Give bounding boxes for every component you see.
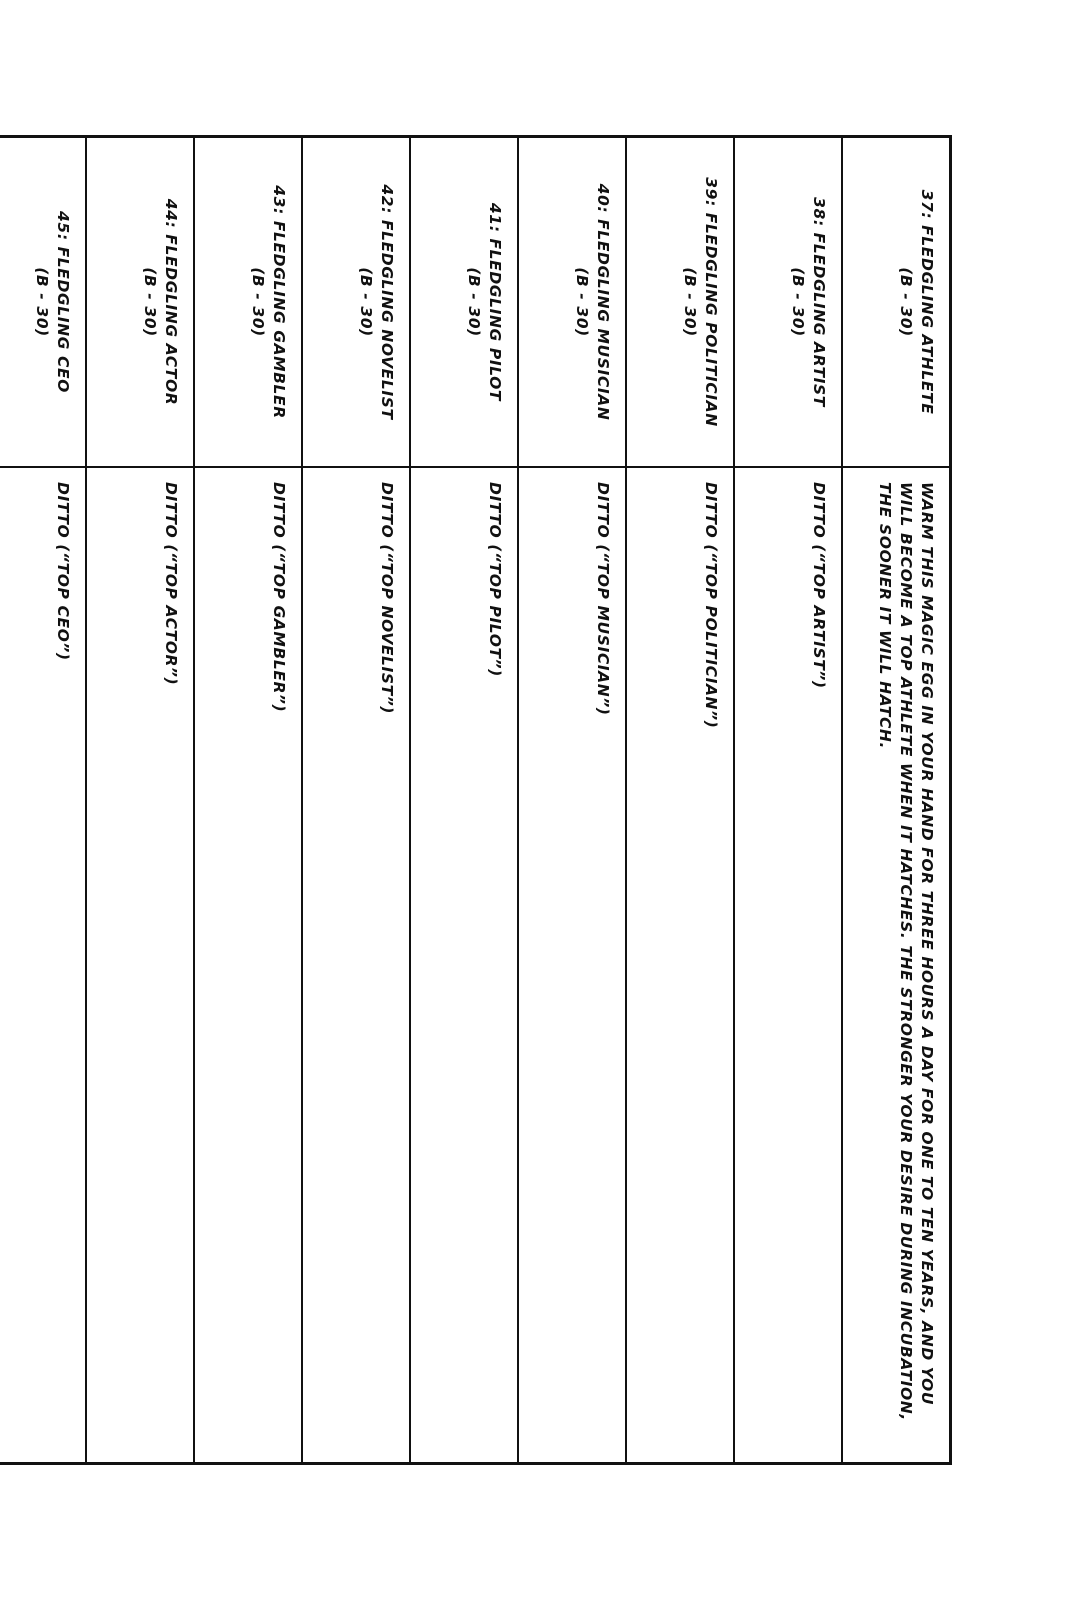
table-row bbox=[518, 137, 626, 1464]
item-description-cell: DITTO (“TOP CEO”) bbox=[0, 467, 86, 1464]
item-name-cell bbox=[302, 137, 410, 468]
table-row bbox=[842, 137, 951, 1464]
item-level-label: (B - 30) bbox=[789, 267, 808, 337]
item-description-cell: WARM THIS MAGIC EGG IN YOUR HAND FOR THREE HOURS A DAY FOR ONE TO TEN YEARS, AND YOU WILL BECOME A TOP ATHLETE WHEN IT HATCHES. THE STRONGER YOUR DESIRE DURING INCUBATION, THE SOONER IT WILL HATCH. bbox=[842, 467, 951, 1464]
item-level-label: (B - 30) bbox=[681, 267, 700, 337]
item-level-label: (B - 30) bbox=[249, 267, 268, 337]
item-level-label: (B - 30) bbox=[33, 267, 52, 337]
item-name-cell bbox=[842, 137, 951, 468]
item-name-label: 40: FLEDGLING MUSICIAN bbox=[594, 183, 612, 421]
item-name-label: 39: FLEDGLING POLITICIAN bbox=[702, 177, 720, 427]
table-row bbox=[86, 137, 194, 1464]
item-name-cell bbox=[734, 137, 842, 468]
item-name-label: 44: FLEDGLING ACTOR bbox=[162, 198, 180, 406]
rotated-content-wrapper bbox=[33, 135, 952, 1465]
item-description-cell: DITTO (“TOP NOVELIST”) bbox=[302, 467, 410, 1464]
item-name-cell bbox=[626, 137, 734, 468]
table-row bbox=[410, 137, 518, 1464]
item-name-label: 42: FLEDGLING NOVELIST bbox=[378, 184, 396, 420]
item-description-cell: DITTO (“TOP PILOT”) bbox=[410, 467, 518, 1464]
item-name-label: 41: FLEDGLING PILOT bbox=[486, 202, 504, 402]
item-name-label: 38: FLEDGLING ARTIST bbox=[810, 197, 828, 407]
item-description-cell: DITTO (“TOP ACTOR”) bbox=[86, 467, 194, 1464]
item-name-cell bbox=[410, 137, 518, 468]
item-name-cell bbox=[0, 137, 86, 468]
table-row bbox=[734, 137, 842, 1464]
item-level-label: (B - 30) bbox=[141, 267, 160, 337]
item-name-label: 37: FLEDGLING ATHLETE bbox=[918, 189, 936, 415]
item-level-label: (B - 30) bbox=[465, 267, 484, 337]
item-description-cell: DITTO (“TOP POLITICIAN”) bbox=[626, 467, 734, 1464]
item-description-cell: DITTO (“TOP ARTIST”) bbox=[734, 467, 842, 1464]
item-level-label: (B - 30) bbox=[357, 267, 376, 337]
item-level-label: (B - 30) bbox=[897, 267, 916, 337]
table-row bbox=[194, 137, 302, 1464]
item-name-cell bbox=[518, 137, 626, 468]
item-list-table bbox=[0, 135, 952, 1465]
item-name-label: 43: FLEDGLING GAMBLER bbox=[270, 185, 288, 419]
item-description-cell: DITTO (“TOP MUSICIAN”) bbox=[518, 467, 626, 1464]
table-row bbox=[0, 137, 86, 1464]
item-name-cell bbox=[86, 137, 194, 468]
table-row bbox=[626, 137, 734, 1464]
item-name-label: 45: FLEDGLING CEO bbox=[54, 211, 72, 393]
table-row bbox=[302, 137, 410, 1464]
item-name-cell bbox=[194, 137, 302, 468]
item-level-label: (B - 30) bbox=[573, 267, 592, 337]
item-description-cell: DITTO (“TOP GAMBLER”) bbox=[194, 467, 302, 1464]
